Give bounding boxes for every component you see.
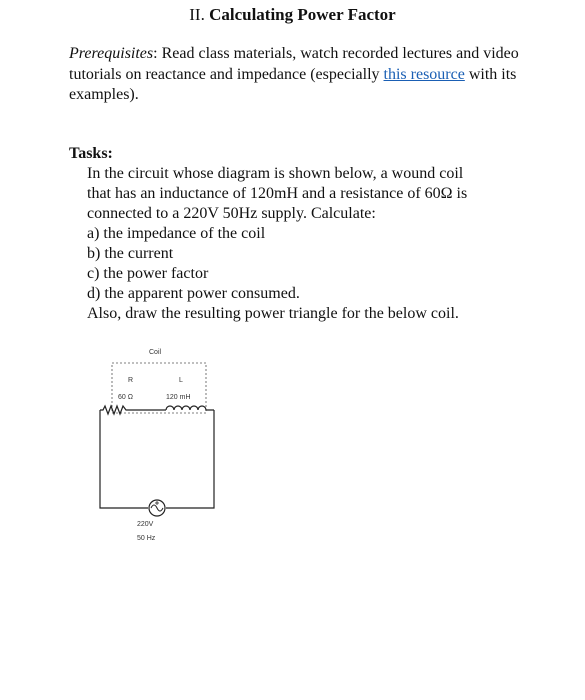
inductor-value: 120 mH (166, 394, 191, 401)
supply-voltage: 220V (137, 521, 154, 528)
prerequisites-text: : Read class materials, watch recorded lectures and video tutorials on reactance and impedance (especially (69, 45, 519, 83)
coil-enclosure (112, 363, 206, 413)
task-line: c) the power factor (87, 265, 209, 282)
task-line: Also, draw the resulting power triangle for the below coil. (87, 305, 459, 322)
supply-frequency: 50 Hz (137, 535, 156, 542)
inductor-symbol: L (179, 377, 183, 384)
task-line: a) the impedance of the coil (87, 225, 266, 242)
wire-left (100, 410, 148, 508)
prerequisites-label: Prerequisites (69, 45, 154, 62)
resistor-value: 60 Ω (118, 394, 133, 401)
circuit-diagram (96, 340, 226, 550)
prerequisites-paragraph (69, 44, 529, 106)
tasks-heading: Tasks: (69, 145, 113, 162)
ac-source-icon (149, 500, 165, 516)
section-number: II. (189, 5, 205, 24)
resource-link[interactable]: this resource (383, 65, 465, 83)
wire-right (166, 410, 214, 508)
tasks-list (87, 164, 527, 324)
task-line: d) the apparent power consumed. (87, 285, 300, 302)
section-heading: Calculating Power Factor (209, 5, 396, 24)
section-title (0, 5, 585, 25)
coil-label: Coil (149, 349, 162, 356)
task-line: connected to a 220V 50Hz supply. Calculate: (87, 205, 376, 222)
task-line: that has an inductance of 120mH and a resistance of 60Ω is (87, 185, 468, 202)
task-line: In the circuit whose diagram is shown below, a wound coil (87, 165, 464, 182)
prerequisites-text-end: with its examples). (69, 65, 517, 103)
resistor-symbol: R (128, 377, 134, 384)
inductor-icon (166, 406, 214, 410)
task-line: b) the current (87, 245, 174, 262)
